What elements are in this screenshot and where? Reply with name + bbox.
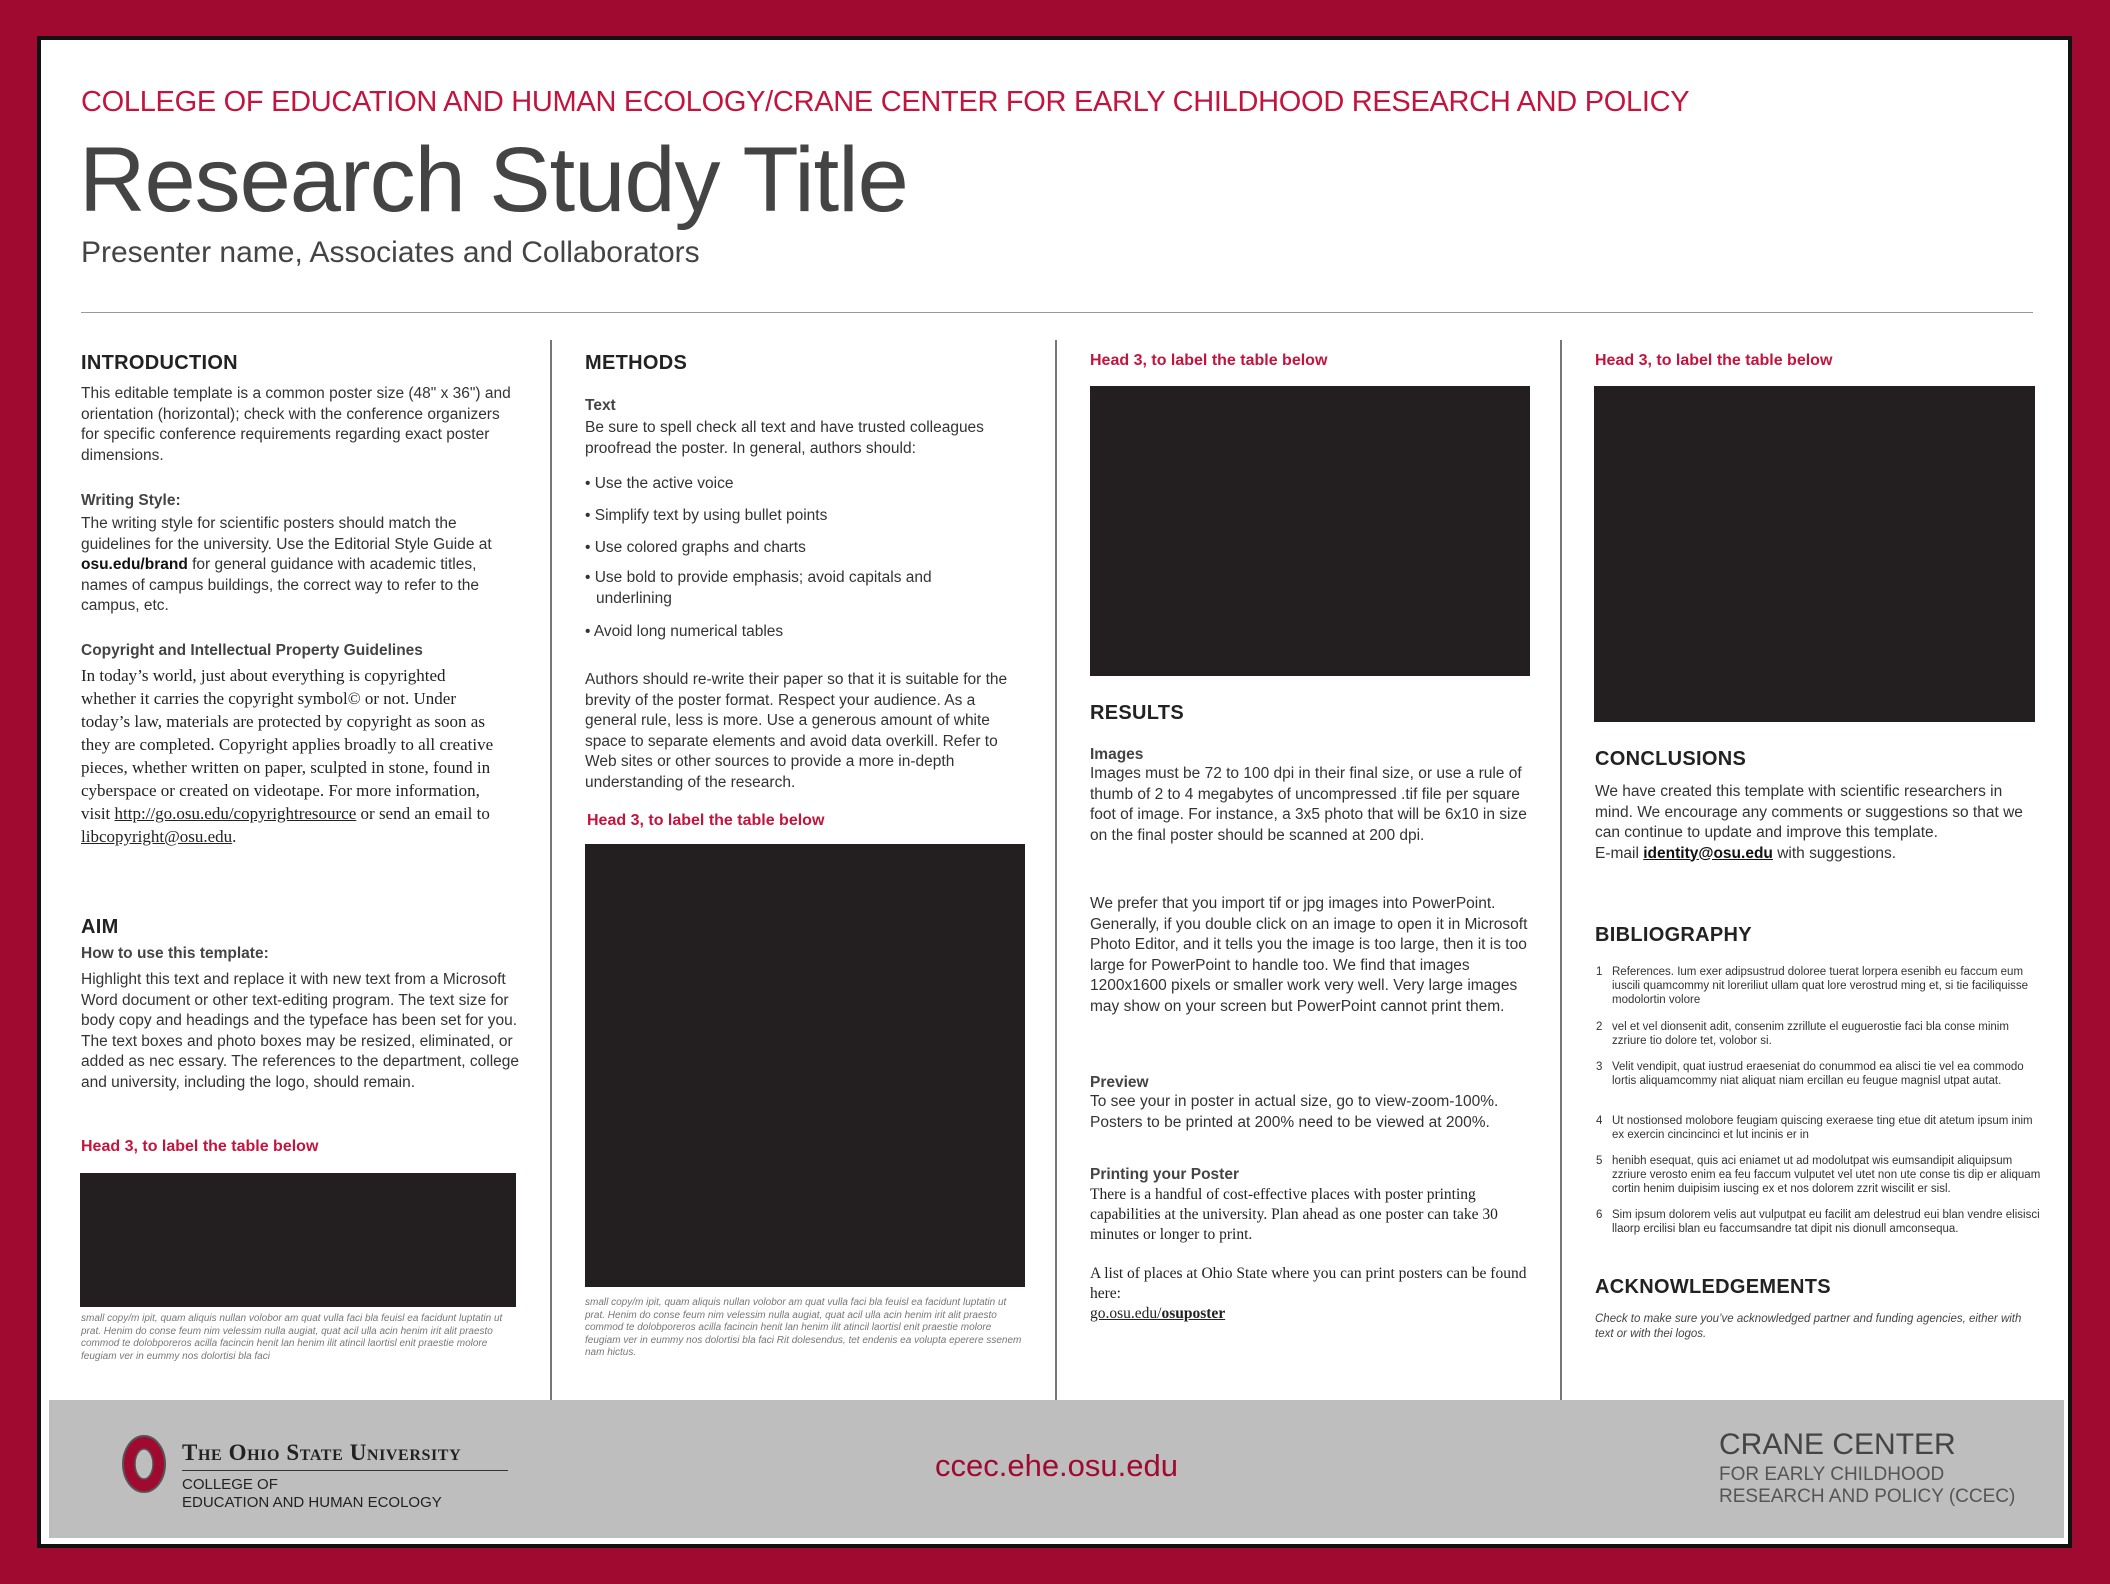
copyright-text-mid: or send an email to <box>360 804 490 823</box>
conclusions-heading: CONCLUSIONS <box>1595 748 1747 770</box>
copyright-heading: Copyright and Intellectual Property Guidelines <box>81 642 423 659</box>
table-head-col3: Head 3, to label the table below <box>1090 352 1328 369</box>
print-places-text: A list of places at Ohio State where you can print posters can be found here: <box>1090 1265 1527 1302</box>
osu-wordmark: The Ohio State University <box>182 1440 462 1465</box>
reference-item <box>1596 1020 2046 1050</box>
crane-subtitle-line-1: FOR EARLY CHILDHOOD <box>1719 1464 1945 1485</box>
introduction-heading: INTRODUCTION <box>81 352 238 374</box>
footer-band <box>49 1400 2064 1538</box>
copyright-text: In today’s world, just about everything is copyrighted whether it carries the copyright symbol© or not. Under today’s law, materials are protected by copyright as soon as they are completed. Copyright applies broadly to all creative pieces, whether written on paper, sculpted in stone, found in cyberspace or created on videotape. For more information, visit <box>81 666 494 823</box>
column-divider-2 <box>1055 340 1057 1406</box>
import-images-body: We prefer that you import tif or jpg images into PowerPoint. Generally, if you double click on an image to open it in Microsoft Photo Editor, and it tells you the image is too large, then it is too large for PowerPoint to handle too. We find that images 1200x1600 pixels or smaller work very well. Very large images may show on your screen but PowerPoint cannot print them. <box>1090 895 1528 1015</box>
website-url[interactable]: ccec.ehe.osu.edu <box>934 1448 1178 1483</box>
bullet-bold-continued: underlining <box>596 590 672 607</box>
table-head-col4: Head 3, to label the table below <box>1595 352 1833 369</box>
osu-college-line-1: COLLEGE OF <box>182 1476 278 1493</box>
reference-text: Velit vendipit, quat iustrud eraeseniat do conummod ea alisci tie vel ea commodo lortis aliquamcommy niat aliquat niam ercillan eu feugue magnisl utpat autat. <box>1612 1061 2024 1087</box>
reference-number: 2 <box>1596 1021 1603 1033</box>
reference-number: 4 <box>1596 1115 1603 1127</box>
reference-number: 3 <box>1596 1061 1603 1073</box>
table-head-col2: Head 3, to label the table below <box>587 812 825 829</box>
reference-text: Ut nostionsed molobore feugiam quiscing exeraese ting etue dit atetum ipsum inim ex exercin cincincinci et lut incinis er in <box>1612 1115 2033 1141</box>
bullet-active-voice: • Use the active voice <box>585 475 734 492</box>
preview-body: To see your in poster in actual size, go to view-zoom-100%. Posters to be printed at 200% need to be viewed at 200%. <box>1090 1093 1499 1131</box>
reference-number: 6 <box>1596 1209 1603 1221</box>
presenter-line: Presenter name, Associates and Collaborators <box>81 236 700 269</box>
printing-subheading: Printing your Poster <box>1090 1166 1239 1183</box>
bullet-bold: • Use bold to provide emphasis; avoid capitals and <box>585 569 932 586</box>
aim-heading: AIM <box>81 916 119 938</box>
table-head-col1: Head 3, to label the table below <box>81 1138 319 1155</box>
reference-text: henibh esequat, quis aci eniamet ut ad modolutpat wis eumsandipit aliquipsum zzriure verosto enim ea feu faccum vulputet vel utet non ute conse tis dip er aliquam cortin henim duipisim iuscing ex et nos dolorem zzrit wiscilit er sisl. <box>1612 1155 2041 1195</box>
column-divider-1 <box>550 340 552 1406</box>
email-suffix: with suggestions. <box>1777 844 1897 862</box>
reference-number: 1 <box>1596 966 1603 978</box>
reference-text: References. Ium exer adipsustrud doloree tuerat lorpera esenibh eu faccum eum iuscili quamcommy nit loreriliut ullam quat lore verostrud ming et, si tie faciliquisse modolortin volore <box>1612 966 2029 1006</box>
bullet-simplify: • Simplify text by using bullet points <box>585 507 828 524</box>
conclusions-text: We have created this template with scientific researchers in mind. We encourage any comments or suggestions so that we can continue to update and improve this template. <box>1595 783 2023 841</box>
reference-item <box>1596 1154 2046 1198</box>
authors-body: Authors should re-write their paper so that it is suitable for the brevity of the poster format. Respect your audience. As a general rule, less is more. Use a generous amount of white space to separate elements and avoid data overkill. Refer to Web sites or other sources to provide a more in-depth understanding of the research. <box>585 671 1008 791</box>
identity-email-link[interactable]: identity@osu.edu <box>1643 844 1773 862</box>
college-heading: COLLEGE OF EDUCATION AND HUMAN ECOLOGY/CRANE CENTER FOR EARLY CHILDHOOD RESEARCH AND POLICY <box>81 86 1690 118</box>
reference-text: vel et vel dionsenit adit, consenim zzrillute el euguerostie faci bla conse minim zzriure tio dolore tet, volobor si. <box>1612 1021 2009 1047</box>
acknowledgements-heading: ACKNOWLEDGEMENTS <box>1595 1276 1831 1298</box>
print-places-body <box>1090 1264 1540 1324</box>
libcopyright-email-link[interactable]: libcopyright@osu.edu <box>81 827 233 846</box>
bibliography-heading: BIBLIOGRAPHY <box>1595 924 1752 946</box>
images-body: Images must be 72 to 100 dpi in their final size, or use a rule of thumb of 2 to 4 megabytes of uncompressed .tif file per square foot of image. For instance, a 3x5 photo that will be 6x10 in size on the final poster should be scanned at 200 dpi. <box>1090 765 1527 844</box>
aim-body: Highlight this text and replace it with new text from a Microsoft Word document or other text-editing program. The text size for body copy and headings and the typeface has been set for you. The text boxes and photo boxes may be resized, eliminated, or added as nec essary. The references to the department, college and university, including the logo, should remain. <box>81 971 519 1091</box>
copyright-text-end: . <box>232 827 237 846</box>
reference-text: Sim ipsum dolorem velis aut vulputpat eu facilit am delestrud eui blan vendre elisisci llaorp ercilisi blan eu faccumsandre tat dipit nis dionull amconsequa. <box>1612 1209 2040 1235</box>
acknowledgements-body: Check to make sure you’ve acknowledged partner and funding agencies, either with text or with thei logos. <box>1595 1313 2022 1340</box>
photo-placeholder-col4 <box>1594 386 2035 722</box>
reference-item <box>1596 1208 2046 1238</box>
images-subheading: Images <box>1090 746 1144 763</box>
poster-canvas <box>37 36 2072 1548</box>
photo-placeholder-col2 <box>585 844 1025 1287</box>
poster-title: Research Study Title <box>79 129 908 231</box>
crane-center-title: CRANE CENTER <box>1719 1428 1956 1461</box>
printing-body: There is a handful of cost-effective places with poster printing capabilities at the university. Plan ahead as one poster can take 30 minutes or longer to print. <box>1090 1186 1498 1243</box>
crane-subtitle-line-2: RESEARCH AND POLICY (CCEC) <box>1719 1486 2016 1507</box>
methods-heading: METHODS <box>585 352 688 374</box>
writing-style-heading: Writing Style: <box>81 492 181 509</box>
reference-item <box>1596 1114 2046 1144</box>
osuposter-link-domain: go.osu.edu/ <box>1090 1305 1162 1322</box>
email-prefix: E-mail <box>1595 844 1639 862</box>
reference-item <box>1596 1060 2046 1104</box>
copyright-body <box>81 664 501 848</box>
conclusions-body <box>1595 782 2025 864</box>
osu-college-line-2: EDUCATION AND HUMAN ECOLOGY <box>182 1494 442 1511</box>
text-body: Be sure to spell check all text and have trusted colleagues proofread the poster. In general, authors should: <box>585 419 984 457</box>
text-subheading: Text <box>585 397 616 414</box>
introduction-body: This editable template is a common poster size (48" x 36") and orientation (horizontal); check with the conference organizers for specific conference requirements regarding exact poster dimensions. <box>81 385 511 464</box>
photo-placeholder-col3 <box>1090 386 1530 676</box>
photo-placeholder-col1 <box>80 1173 516 1307</box>
reference-number: 5 <box>1596 1155 1603 1167</box>
bullet-numerical-tables: • Avoid long numerical tables <box>585 623 784 640</box>
writing-style-text-2: for general guidance with academic titles, names of campus buildings, the correct way to refer to the campus, etc. <box>81 556 480 614</box>
aim-subheading: How to use this template: <box>81 945 269 962</box>
reference-item <box>1596 965 2046 1009</box>
results-heading: RESULTS <box>1090 702 1184 724</box>
column-divider-3 <box>1560 340 1562 1406</box>
caption-col1: small copy/m ipit, quam aliquis nullan volobor am quat vulla faci bla feuisl ea facidunt luptatin ut prat. Henim do conse feum nim velessim nulla augiat, quat acil ulla acin henim irit alit praesto commod te dolobporeros acilla facincin henit lan henim ilit atincil laortisl enit praestie molore feugiam ver in eummy nos dolortisi bla faci <box>81 1313 503 1362</box>
writing-style-text-1: The writing style for scientific posters should match the guidelines for the university. Use the Editorial Style Guide at <box>81 515 492 553</box>
caption-col2: small copy/m ipit, quam aliquis nullan volobor am quat vulla faci bla feuisl ea facidunt luptatin ut prat. Henim do conse feum nim velessim nulla augiat, quat acil ulla acin henim irit alit praesto commod te dolobporeros acilla facincin henit lan henim ilit atincil laortisl enit praestie molore feugiam ver in eummy nos dolortisi bla faci Rit dolesendus, tet endenis ea volupta eperere ssenem nam hictus. <box>585 1297 1022 1358</box>
header-divider <box>81 312 2033 313</box>
bullet-graphs: • Use colored graphs and charts <box>585 539 806 556</box>
writing-style-body <box>81 514 521 617</box>
crane-center-subtitle <box>1719 1464 2015 1508</box>
brand-link[interactable]: osu.edu/brand <box>81 556 188 573</box>
preview-subheading: Preview <box>1090 1074 1149 1091</box>
copyright-resource-link[interactable]: http://go.osu.edu/copyrightresource <box>114 804 357 823</box>
osuposter-link[interactable] <box>1090 1305 1225 1322</box>
osuposter-link-path: osuposter <box>1161 1305 1226 1322</box>
